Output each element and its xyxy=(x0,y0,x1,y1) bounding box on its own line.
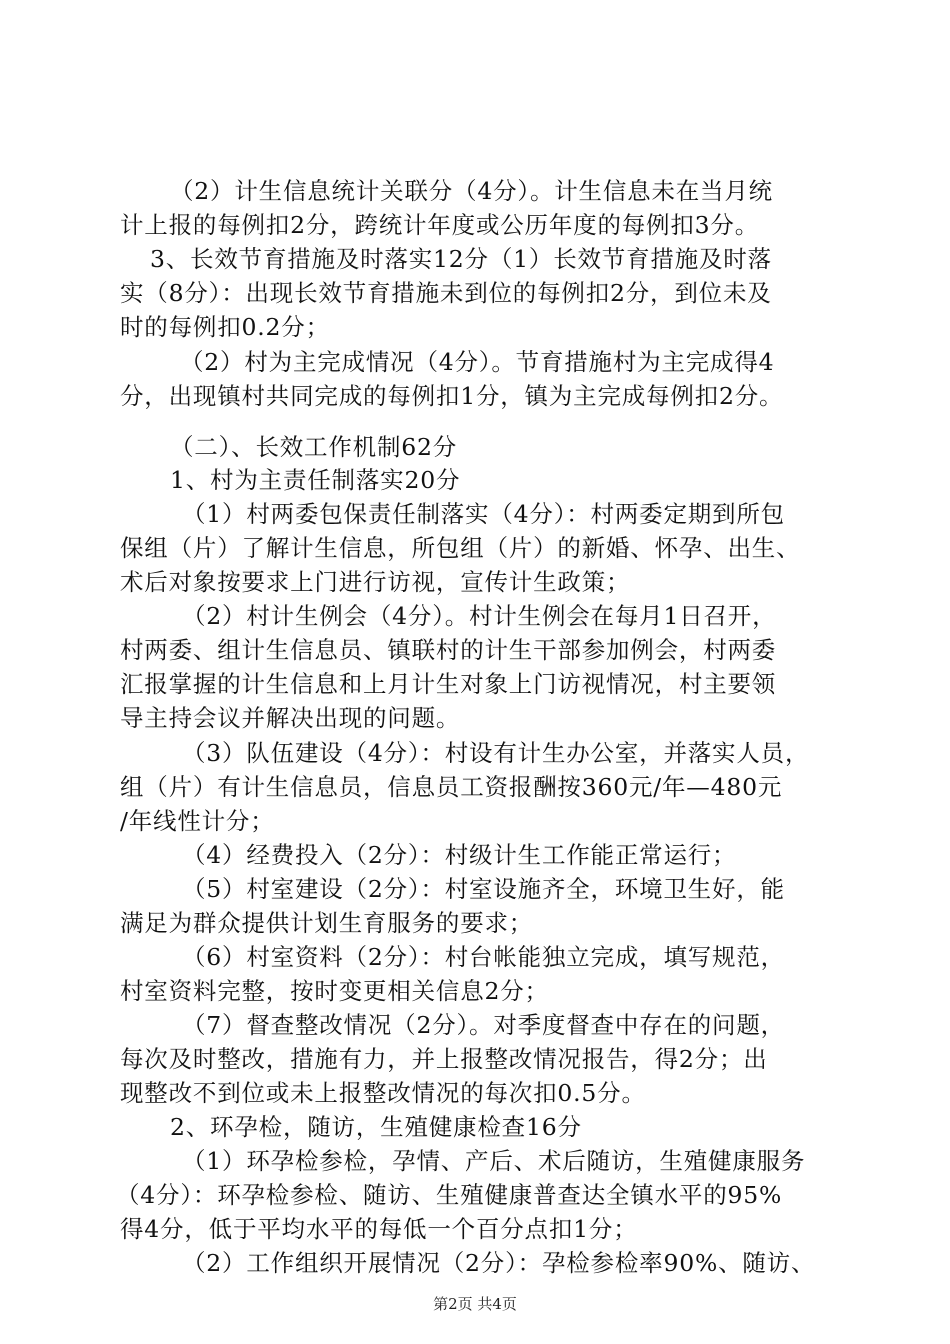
text-line: （3）队伍建设（4分）：村设有计生办公室，并落实人员， xyxy=(182,739,810,767)
text-line: 每次及时整改，措施有力，并上报整改情况报告，得2分；出 xyxy=(120,1045,768,1073)
text-line: 分，出现镇村共同完成的每例扣1分，镇为主完成每例扣2分。 xyxy=(120,382,784,410)
text-line: 组（片）有计生信息员，信息员工资报酬按360元/年—480元 xyxy=(120,773,783,801)
text-line: 导主持会议并解决出现的问题。 xyxy=(120,704,461,732)
text-line: 术后对象按要求上门进行访视，宣传计生政策； xyxy=(120,568,631,596)
text-line: （4）经费投入（2分）：村级计生工作能正常运行； xyxy=(182,841,737,869)
text-line: 时的每例扣0.2分； xyxy=(120,313,330,341)
text-line: 满足为群众提供计划生育服务的要求； xyxy=(120,909,534,937)
text-line: 现整改不到位或未上报整改情况的每次扣0.5分。 xyxy=(120,1079,646,1107)
page-footer: 第2页 共4页 xyxy=(433,1295,517,1313)
text-line: （2）工作组织开展情况（2分）：孕检参检率90%、随访、 xyxy=(182,1249,816,1277)
section-heading: （二）、长效工作机制62分 xyxy=(170,433,458,461)
text-line: （7）督查整改情况（2分）。对季度督查中存在的问题， xyxy=(182,1011,785,1039)
text-line: 保组（片）了解计生信息，所包组（片）的新婚、怀孕、出生、 xyxy=(120,534,801,562)
subsection-heading: 1、村为主责任制落实20分 xyxy=(170,466,461,494)
text-line: （4分）：环孕检参检、随访、生殖健康普查达全镇水平的95% xyxy=(116,1181,783,1209)
text-line: 村室资料完整，按时变更相关信息2分； xyxy=(120,977,549,1005)
text-line: 得4分，低于平均水平的每低一个百分点扣1分； xyxy=(120,1215,638,1243)
text-line: （1）环孕检参检，孕情、产后、术后随访，生殖健康服务 xyxy=(182,1147,806,1175)
text-line: 3、长效节育措施及时落实12分（1）长效节育措施及时落 xyxy=(150,245,772,273)
text-line: （2）村为主完成情况（4分）。节育措施村为主完成得4 xyxy=(180,348,775,376)
text-line: （2）村计生例会（4分）。村计生例会在每月1日召开， xyxy=(182,602,777,630)
text-line: 汇报掌握的计生信息和上月计生对象上门访视情况，村主要领 xyxy=(120,670,777,698)
text-line: （5）村室建设（2分）：村室设施齐全，环境卫生好，能 xyxy=(182,875,785,903)
text-line: /年线性计分； xyxy=(120,807,275,835)
text-line: 计上报的每例扣2分，跨统计年度或公历年度的每例扣3分。 xyxy=(120,211,760,239)
subsection-heading: 2、环孕检，随访，生殖健康检查16分 xyxy=(170,1113,582,1141)
text-line: 实（8分）：出现长效节育措施未到位的每例扣2分，到位未及 xyxy=(120,279,772,307)
text-line: （6）村室资料（2分）：村台帐能独立完成，填写规范， xyxy=(182,943,785,971)
text-line: 村两委、组计生信息员、镇联村的计生干部参加例会，村两委 xyxy=(120,636,777,664)
text-line: （1）村两委包保责任制落实（4分）：村两委定期到所包 xyxy=(182,500,785,528)
text-line: （2）计生信息统计关联分（4分）。计生信息未在当月统 xyxy=(170,177,773,205)
